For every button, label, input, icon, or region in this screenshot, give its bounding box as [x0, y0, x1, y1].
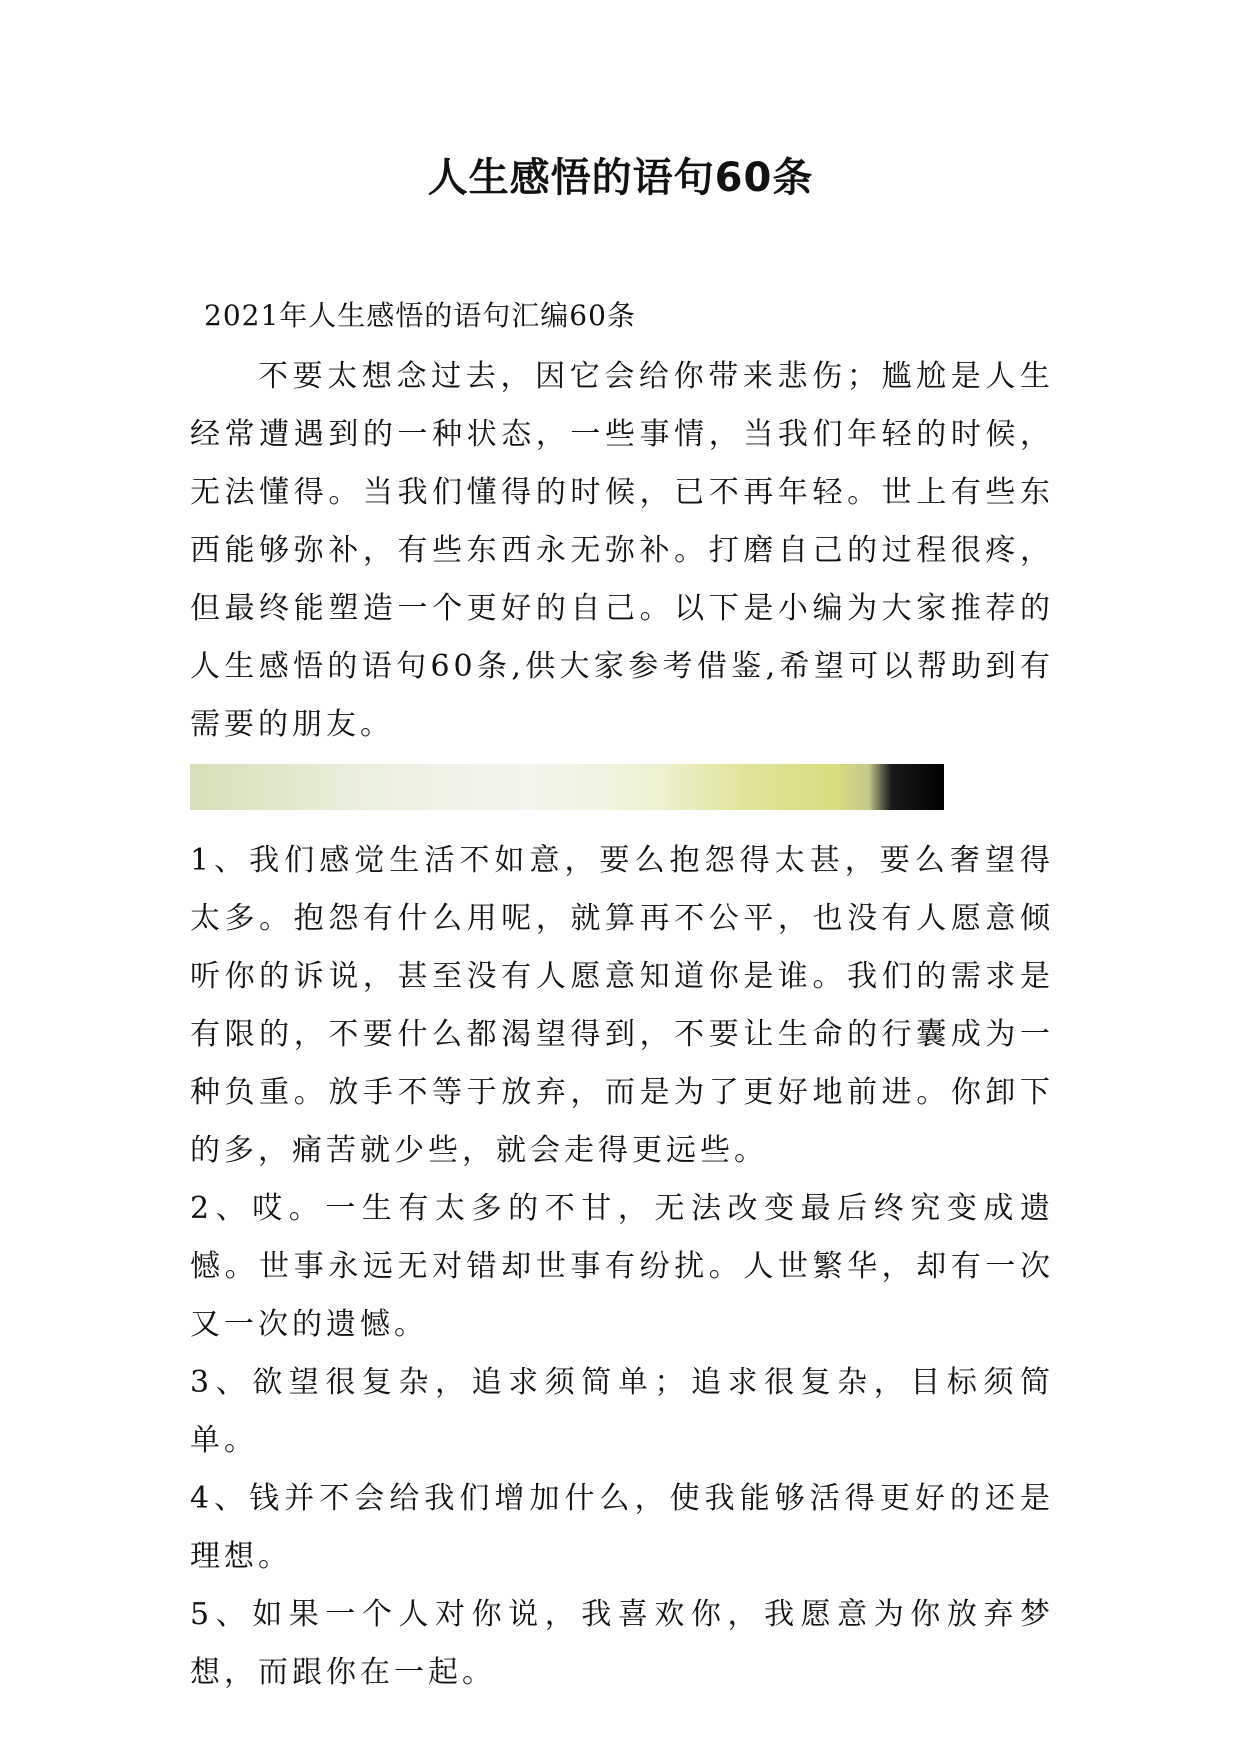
quote-list — [190, 832, 1054, 1702]
decorative-image — [190, 764, 944, 810]
document-subtitle: 2021年人生感悟的语句汇编60条 — [204, 299, 636, 332]
intro-paragraph: 不要太想念过去，因它会给你带来悲伤；尴尬是人生经常遭遇到的一种状态，一些事情，当我们年轻的时候，无法懂得。当我们懂得的时候，已不再年轻。世上有些东西能够弥补，有些东西永无弥补。打磨自己的过程很疼，但最终能塑造一个更好的自己。以下是小编为大家推荐的人生感悟的语句60条,供大家参考借鉴,希望可以帮助到有需要的朋友。 — [190, 359, 1054, 742]
list-item: 1、我们感觉生活不如意，要么抱怨得太甚，要么奢望得太多。抱怨有什么用呢，就算再不公平，也没有人愿意倾听你的诉说，甚至没有人愿意知道你是谁。我们的需求是有限的，不要什么都渴望得到，不要让生命的行囊成为一种负重。放手不等于放弃，而是为了更好地前进。你卸下的多，痛苦就少些，就会走得更远些。 — [190, 843, 1054, 1168]
list-item: 5、如果一个人对你说，我喜欢你，我愿意为你放弃梦想，而跟你在一起。 — [190, 1597, 1054, 1690]
list-item: 2、哎。一生有太多的不甘，无法改变最后终究变成遗憾。世事永远无对错却世事有纷扰。人世繁华，却有一次又一次的遗憾。 — [190, 1191, 1054, 1342]
list-item: 3、欲望很复杂，追求须简单；追求很复杂，目标须简单。 — [190, 1365, 1054, 1458]
document-body — [190, 296, 1054, 1702]
list-item: 4、钱并不会给我们增加什么，使我能够活得更好的还是理想。 — [190, 1481, 1054, 1574]
document-title: 人生感悟的语句60条 — [427, 155, 814, 201]
